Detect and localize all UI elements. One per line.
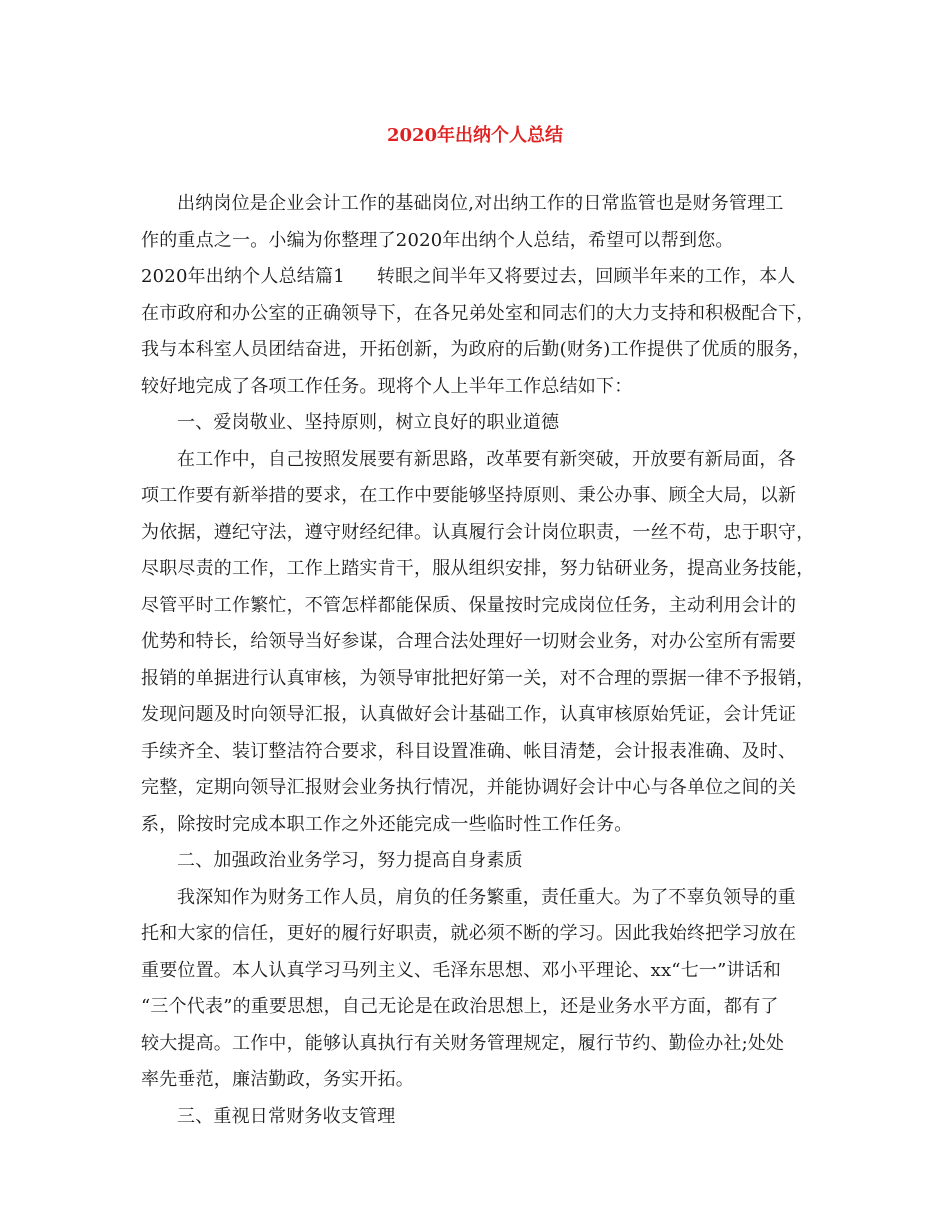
- paragraph-line-heading: [141, 265, 795, 289]
- paragraph-line: 我与本科室人员团结奋进，开拓创新，为政府的后勤(财务)工作提供了优质的服务，: [141, 339, 811, 360]
- paragraph-line: 率先垂范，廉洁勤政，务实开拓。: [141, 1069, 414, 1090]
- paragraph-line: 在市政府和办公室的正确领导下，在各兄弟处室和同志们的大力支持和积极配合下，: [141, 303, 815, 324]
- paragraph-line: 项工作要有新举措的要求，在工作中要能够坚持原则、秉公办事、顾全大局，以新: [141, 485, 797, 506]
- paragraph-line: 在工作中，自己按照发展要有新思路，改革要有新突破，开放要有新局面，各: [177, 449, 796, 470]
- paragraph-line: 较大提高。工作中，能够认真执行有关财务管理规定，履行节约、勤俭办社;处处: [141, 1033, 785, 1054]
- paragraph-line: 作的重点之一。小编为你整理了2020年出纳个人总结，希望可以帮到您。: [141, 230, 734, 251]
- section-heading: 二、加强政治业务学习，努力提高自身素质: [177, 850, 523, 871]
- document-title: 2020年出纳个人总结: [386, 125, 564, 146]
- paragraph-line: “三个代表”的重要思想，自己无论是在政治思想上，还是业务水平方面，都有了: [141, 996, 779, 1017]
- paragraph-line: 完整，定期向领导汇报财会业务执行情况，并能协调好会计中心与各单位之间的关: [141, 777, 797, 798]
- paragraph-line: 报销的单据进行认真审核，为领导审批把好第一关，对不合理的票据一律不予报销，: [141, 668, 815, 689]
- paragraph-line: 出纳岗位是企业会计工作的基础岗位,对出纳工作的日常监管也是财务管理工: [177, 193, 784, 214]
- paragraph-line: 为依据，遵纪守法，遵守财经纪律。认真履行会计岗位职责，一丝不苟，忠于职守，: [141, 522, 815, 543]
- paragraph-line: 我深知作为财务工作人员，肩负的任务繁重，责任重大。为了不辜负领导的重: [177, 887, 796, 908]
- section-heading: 一、爱岗敬业、坚持原则，树立良好的职业道德: [177, 412, 560, 433]
- paragraph-line: 托和大家的信任，更好的履行好职责，就必须不断的学习。因此我始终把学习放在: [141, 923, 797, 944]
- paragraph-line: 优势和特长，给领导当好参谋，合理合法处理好一切财会业务，对办公室所有需要: [141, 631, 797, 652]
- paragraph-line: 手续齐全、装订整洁符合要求，科目设置准确、帐目清楚，会计报表准确、及时、: [141, 741, 797, 762]
- paragraph-line: 尽管平时工作繁忙，不管怎样都能保质、保量按时完成岗位任务，主动利用会计的: [141, 595, 797, 616]
- paragraph-line: 较好地完成了各项工作任务。现将个人上半年工作总结如下：: [141, 376, 633, 397]
- paragraph-line: 尽职尽责的工作，工作上踏实肯干，服从组织安排，努力钻研业务，提高业务技能，: [141, 558, 815, 579]
- section-heading: 三、重视日常财务收支管理: [177, 1106, 396, 1127]
- section-heading: 2020年出纳个人总结篇1: [141, 266, 345, 287]
- paragraph-line: 重要位置。本人认真学习马列主义、毛泽东思想、邓小平理论、xx“七一”讲话和: [141, 960, 782, 981]
- paragraph-text: 转眼之间半年又将要过去，回顾半年来的工作，本人: [376, 266, 796, 287]
- paragraph-line: 发现问题及时向领导汇报，认真做好会计基础工作，认真审核原始凭证，会计凭证: [141, 704, 797, 725]
- paragraph-line: 系，除按时完成本职工作之外还能完成一些临时性工作任务。: [141, 814, 633, 835]
